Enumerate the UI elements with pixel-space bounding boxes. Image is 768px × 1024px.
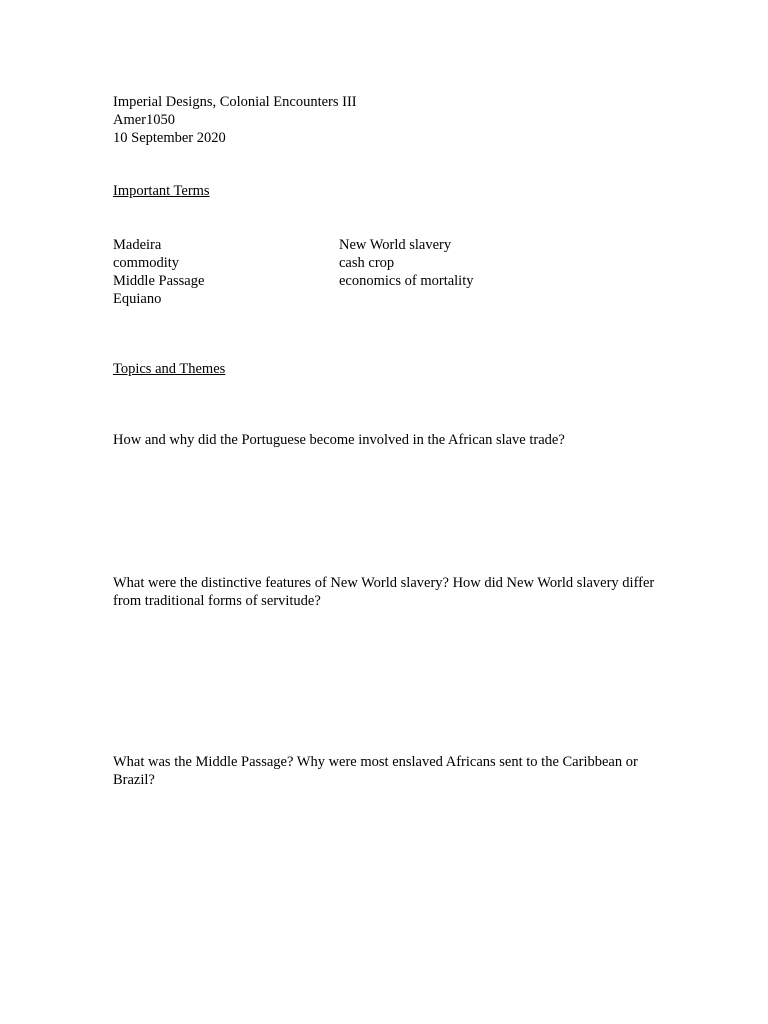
term-item: commodity <box>113 255 180 271</box>
course-title: Imperial Designs, Colonial Encounters III <box>113 94 357 110</box>
important-terms-heading: Important Terms <box>113 183 210 199</box>
document-date: 10 September 2020 <box>113 130 226 146</box>
question-3: What was the Middle Passage? Why were most enslaved Africans sent to the Caribbean or Brazil? <box>113 754 638 788</box>
term-item: Equiano <box>113 291 162 307</box>
term-item: cash crop <box>339 255 395 271</box>
topics-heading: Topics and Themes <box>113 361 226 377</box>
terms-right-column <box>339 236 474 290</box>
term-item: New World slavery <box>339 237 452 253</box>
terms-left-column <box>113 236 204 308</box>
term-item: Middle Passage <box>113 273 205 289</box>
question-1: How and why did the Portuguese become involved in the African slave trade? <box>113 432 565 448</box>
course-code: Amer1050 <box>113 112 176 128</box>
term-item: Madeira <box>113 237 162 253</box>
term-item: economics of mortality <box>339 273 474 289</box>
document-header <box>113 93 357 147</box>
question-2: What were the distinctive features of New World slavery? How did New World slavery differ from traditional forms of servitude? <box>113 575 655 609</box>
